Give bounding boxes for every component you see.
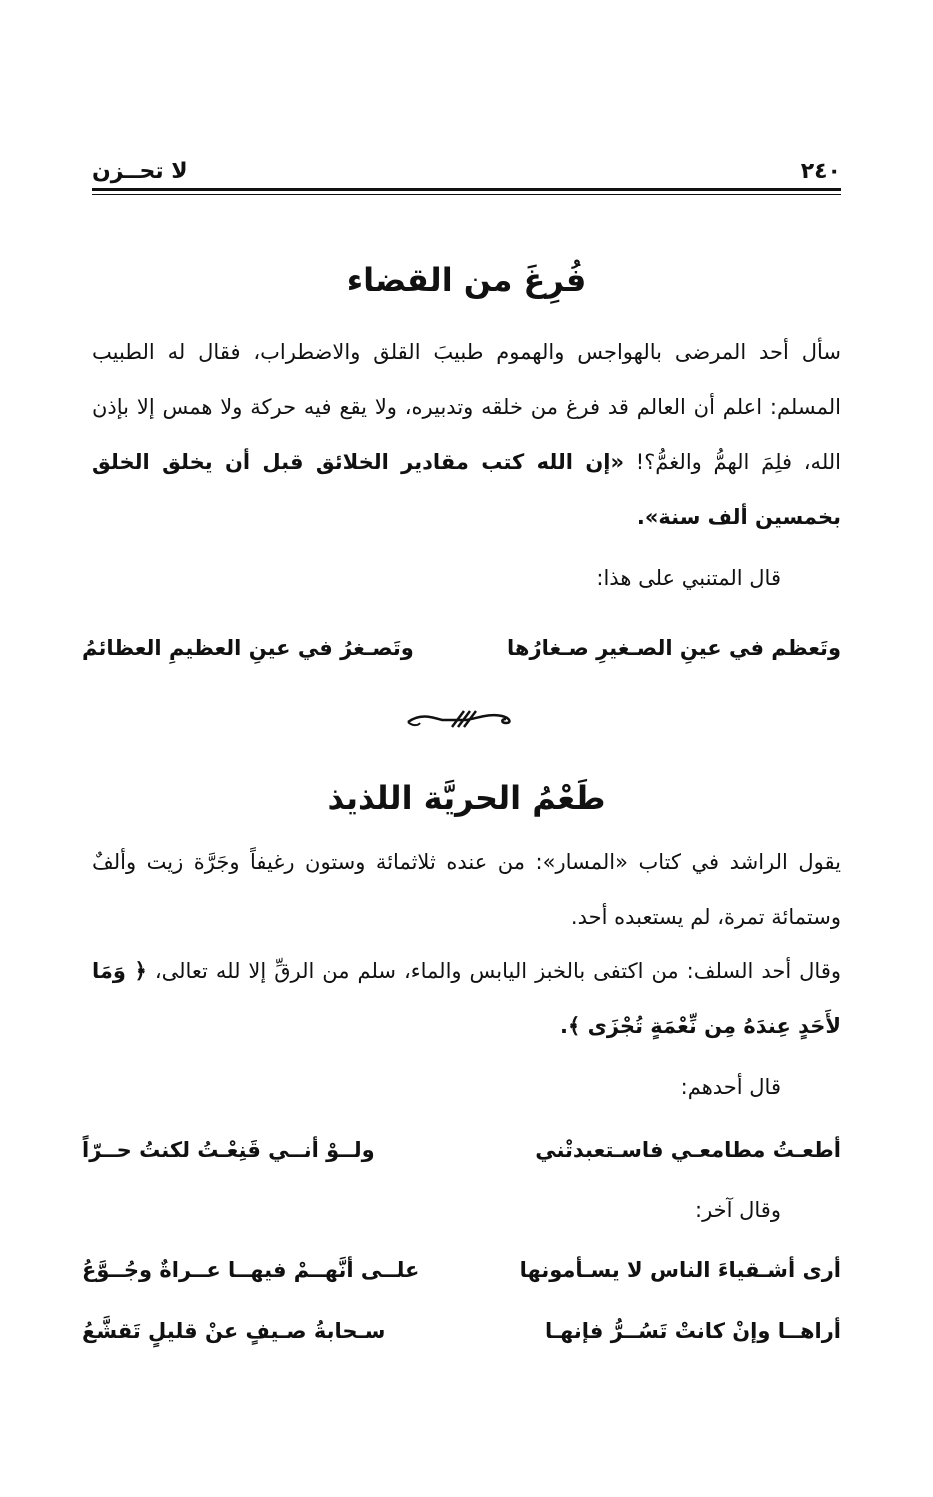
verse-line [82, 1130, 841, 1170]
verse-line [82, 628, 841, 668]
verse-first-hemistich: وتَعظم في عينِ الصـغيرِ صـغارُها [507, 636, 841, 660]
verse-first-hemistich: أراهــا وإنْ كانتْ تَسُــرُّ فإنهـا [544, 1319, 841, 1343]
verse-second-hemistich: ولــوْ أنــي قَنِعْـتُ لكنتُ حــرّاً [82, 1138, 375, 1162]
verse-second-hemistich: وتَصـغرُ في عينِ العظيمِ العظائمُ [82, 636, 414, 660]
verse-intro: وقال آخر: [695, 1198, 781, 1222]
header-rule-thin [92, 194, 841, 195]
verse-second-hemistich: سـحابةُ صـيفٍ عنْ قليلٍ تَقشَّعُ [82, 1319, 386, 1343]
book-title: لا تحــزن [92, 159, 188, 184]
paragraph-text: وقال أحد السلف: من اكتفى بالخبز اليابس والماء، سلم من الرقِّ إلا لله تعالى، [146, 959, 841, 983]
section-title-2: طَعْمُ الحريَّة اللذيذ [327, 779, 606, 817]
section2-paragraph-1: يقول الراشد في كتاب «المسار»: من عنده ثلاثمائة وستون رغيفاً وجَرَّة زيت وألفٌ وستمائة تمرة، لم يستعبده أحد. [92, 850, 841, 929]
page-header [92, 148, 841, 184]
verse-first-hemistich: أرى أشـقياءَ الناس لا يسـأمونها [519, 1258, 841, 1282]
verse-line [82, 1250, 841, 1290]
section-divider-ornament [406, 707, 518, 731]
verse-intro: قال أحدهم: [680, 1075, 781, 1099]
page-number: ٢٤٠ [800, 159, 841, 184]
quran-verse-text: ﴿ وَمَا لأَحَدٍ عِندَهُ مِن نِّعْمَةٍ تُجْزَى ﴾. [92, 959, 841, 1038]
section-title-1: فُرِغَ من القضاء [346, 261, 587, 299]
paragraph-text: سأل أحد المرضى بالهواجس والهموم طبيبَ القلق والاضطراب، فقال له الطبيب المسلم: اعلم أن العالم قد فرغ من خلقه وتدبيره، ولا يقع فيه حركة ولا همس إلا بإذن الله، فلِمَ الهمُّ والغمُّ؟! [92, 340, 842, 474]
verse-second-hemistich: علــى أنَّهــمْ فيهــا عــراةٌ وجُــوَّعُ [82, 1258, 420, 1282]
section2-paragraph-2 [92, 944, 841, 1054]
header-rule [92, 188, 841, 191]
verse-first-hemistich: أطعـتُ مطامعـي فاسـتعبدتْني [535, 1138, 841, 1162]
verse-intro: قال المتنبي على هذا: [596, 566, 781, 590]
hadith-text: «إن الله كتب مقادير الخلائق قبل أن يخلق الخلق بخمسين ألف سنة». [92, 450, 841, 529]
verse-line [82, 1311, 841, 1351]
section1-paragraph [92, 325, 841, 545]
